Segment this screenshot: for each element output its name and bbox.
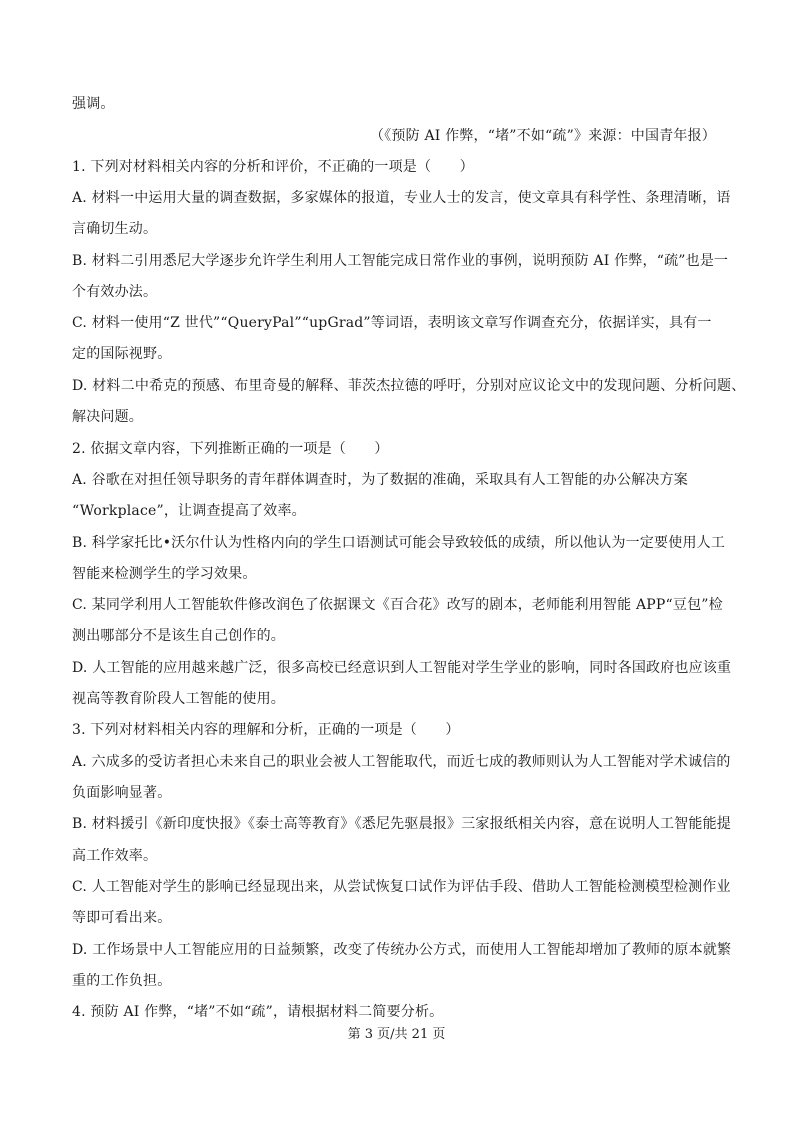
source-citation: （《预防 AI 作弊，“堵”不如“疏”》来源：中国青年报）: [370, 128, 716, 144]
question-3-option-b: B. 材料援引《新印度快报》《泰士高等教育》《悉尼先驱晨报》三家报纸相关内容，意在说明人工智能能提: [72, 816, 731, 832]
paragraph-continuation: 强调。: [72, 96, 115, 112]
question-1-option-a-cont: 言确切生动。: [72, 221, 158, 237]
question-2-option-c: C. 某同学利用人工智能软件修改润色了依据课文《百合花》改写的剧本，老师能利用智能 APP“豆包”检: [72, 597, 723, 613]
question-1-option-c: C. 材料一使用“Z 世代”“QueryPal”“upGrad”等词语，表明该文章写作调查充分，依据详实，具有一: [72, 315, 712, 331]
question-2-option-d-cont: 视高等教育阶段人工智能的使用。: [72, 691, 285, 707]
question-2-option-d: D. 人工智能的应用越来越广泛，很多高校已经意识到人工智能对学生学业的影响，同时各国政府也应该重: [72, 660, 732, 676]
question-3-stem: 3. 下列对材料相关内容的理解和分析，正确的一项是（ ）: [72, 722, 460, 738]
question-3-option-b-cont: 高工作效率。: [72, 848, 158, 864]
question-3-option-a-cont: 负面影响显著。: [72, 785, 172, 801]
question-2-option-a: A. 谷歌在对担任领导职务的青年群体调查时，为了数据的准确，采取具有人工智能的办公解决方案: [72, 472, 689, 488]
question-1-option-d-cont: 解决问题。: [72, 409, 143, 425]
question-1-option-a: A. 材料一中运用大量的调查数据，多家媒体的报道，专业人士的发言，使文章具有科学性、条理清晰，语: [72, 190, 731, 206]
question-1-option-b: B. 材料二引用悉尼大学逐步允许学生利用人工智能完成日常作业的事例，说明预防 AI 作弊，“疏”也是一: [72, 253, 729, 269]
question-2-option-a-cont: “Workplace”，让调查提高了效率。: [72, 503, 306, 519]
page-footer: 第 3 页/共 21 页: [347, 1027, 446, 1042]
question-2-option-b-cont: 智能来检测学生的学习效果。: [72, 566, 257, 582]
question-1-stem: 1. 下列对材料相关内容的分析和评价，不正确的一项是（ ）: [72, 159, 474, 175]
question-1-option-c-cont: 定的国际视野。: [72, 346, 172, 362]
question-2-stem: 2. 依据文章内容，下列推断正确的一项是（ ）: [72, 441, 389, 457]
question-3-option-c: C. 人工智能对学生的影响已经显现出来，从尝试恢复口试作为评估手段、借助人工智能检测模型检测作业: [72, 879, 731, 895]
question-3-option-d: D. 工作场景中人工智能应用的日益频繁，改变了传统办公方式，而使用人工智能却增加了教师的原本就繁: [72, 942, 732, 958]
question-2-option-c-cont: 测出哪部分不是该生自己创作的。: [72, 628, 285, 644]
question-4-stem: 4. 预防 AI 作弊，“堵”不如“疏”，请根据材料二简要分析。: [72, 1004, 444, 1020]
question-3-option-c-cont: 等即可看出来。: [72, 910, 172, 926]
question-2-option-b: B. 科学家托比•沃尔什认为性格内向的学生口语测试可能会导致较低的成绩，所以他认为一定要使用人工: [72, 535, 726, 551]
question-1-option-b-cont: 个有效办法。: [72, 284, 158, 300]
question-3-option-a: A. 六成多的受访者担心未来自己的职业会被人工智能取代，而近七成的教师则认为人工智能对学术诚信的: [72, 754, 731, 770]
question-3-option-d-cont: 重的工作负担。: [72, 973, 172, 989]
question-1-option-d: D. 材料二中希克的预感、布里奇曼的解释、菲茨杰拉德的呼吁，分别对应议论文中的发现问题、分析问题、: [72, 378, 746, 394]
